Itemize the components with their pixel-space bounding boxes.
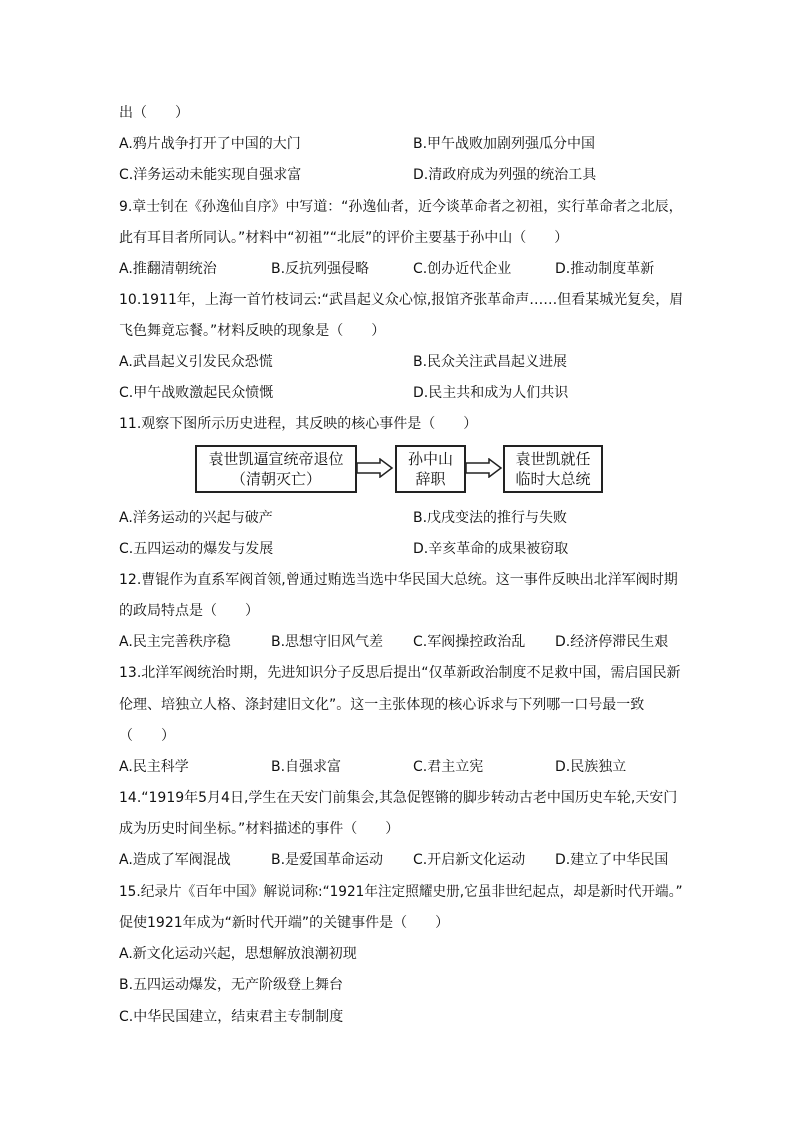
- q8-option-c: C.洋务运动未能实现自强求富: [119, 167, 302, 183]
- q8-option-d: D.清政府成为列强的统治工具: [413, 167, 597, 183]
- q9-option-c: C.创办近代企业: [413, 261, 512, 277]
- flow-step-3: [503, 445, 603, 493]
- q10-option-a: A.武昌起义引发民众恐慌: [119, 354, 273, 370]
- flow-step-3-line2: 临时大总统: [515, 470, 591, 488]
- q11-option-c: C.五四运动的爆发与发展: [119, 541, 274, 557]
- flow-step-2-line1: 孙中山: [407, 450, 453, 468]
- flow-arrow-1: [356, 458, 394, 478]
- q12-option-c: C.军阀操控政治乱: [413, 634, 526, 650]
- q14-option-c: C.开启新文化运动: [413, 852, 526, 868]
- q14-stem-line2: 成为历史时间坐标。”材料描述的事件（ ）: [119, 821, 400, 837]
- q13-option-b: B.自强求富: [271, 759, 342, 775]
- q8-option-a: A.鸦片战争打开了中国的大门: [119, 136, 301, 152]
- q10-option-c: C.甲午战败激起民众愤慨: [119, 385, 274, 401]
- q11-stem-line1: 11.观察下图所示历史进程，其反映的核心事件是（ ）: [119, 416, 478, 432]
- q13-stem-line3: （ ）: [119, 728, 175, 744]
- q12-option-a: A.民主完善秩序稳: [119, 634, 231, 650]
- flow-arrow-2: [465, 458, 503, 478]
- q12-stem-line1: 12.曹锟作为直系军阀首领,曾通过贿选当选中华民国大总统。这一事件反映出北洋军阀时期: [119, 572, 678, 588]
- q15-stem-line1: 15.纪录片《百年中国》解说词称:“1921年注定照耀史册,它虽非世纪起点，却是新时代开端。”: [119, 884, 683, 900]
- flow-step-1-line2: （清朝灭亡）: [230, 470, 321, 488]
- q13-option-a: A.民主科学: [119, 759, 189, 775]
- q9-option-a: A.推翻清朝统治: [119, 261, 217, 277]
- q11-option-d: D.辛亥革命的成果被窃取: [413, 541, 569, 557]
- q13-option-c: C.君主立宪: [413, 759, 484, 775]
- q10-stem-line2: 飞色舞竟忘餐。”材料反映的现象是（ ）: [119, 323, 386, 339]
- q9-stem-line2: 此有耳目者所同认。”材料中“初祖”“北辰”的评价主要基于孙中山（ ）: [119, 230, 569, 246]
- q11-option-b: B.戊戌变法的推行与失败: [413, 510, 568, 526]
- q12-stem-line2: 的政局特点是（ ）: [119, 603, 259, 619]
- q11-option-a: A.洋务运动的兴起与破产: [119, 510, 273, 526]
- flow-step-3-line1: 袁世凯就任: [515, 450, 591, 468]
- q10-option-d: D.民主共和成为人们共识: [413, 385, 569, 401]
- q15-option-b: B.五四运动爆发，无产阶级登上舞台: [119, 977, 344, 993]
- q15-option-c: C.中华民国建立，结束君主专制制度: [119, 1009, 344, 1025]
- q13-stem-line1: 13.北洋军阀统治时期，先进知识分子反思后提出“仅革新政治制度不足救中国，需启国民新: [119, 665, 681, 681]
- q15-stem-line2: 促使1921年成为“新时代开端”的关键事件是（ ）: [119, 915, 450, 931]
- q13-option-d: D.民族独立: [555, 759, 627, 775]
- q8-option-b: B.甲午战败加剧列强瓜分中国: [413, 136, 596, 152]
- q9-stem-line1: 9.章士钊在《孙逸仙自序》中写道：“孙逸仙者，近今谈革命者之初祖，实行革命者之北辰，: [119, 199, 683, 215]
- q14-option-d: D.建立了中华民国: [555, 852, 669, 868]
- q15-option-a: A.新文化运动兴起，思想解放浪潮初现: [119, 946, 357, 962]
- flow-step-2-line2: 辞职: [415, 470, 446, 488]
- q10-option-b: B.民众关注武昌起义进展: [413, 354, 568, 370]
- flow-step-1-line1: 袁世凯逼宣统帝退位: [208, 450, 344, 468]
- q8-stem-continuation: 出（ ）: [119, 105, 189, 121]
- q14-option-b: B.是爱国革命运动: [271, 852, 384, 868]
- q14-option-a: A.造成了军阀混战: [119, 852, 231, 868]
- q9-option-b: B.反抗列强侵略: [271, 261, 370, 277]
- q13-stem-line2: 伦理、培独立人格、涤封建旧文化”。这一主张体现的核心诉求与下列哪一口号最一致: [119, 697, 645, 713]
- q12-option-b: B.思想守旧风气差: [271, 634, 384, 650]
- flow-step-1: [195, 445, 357, 493]
- q9-option-d: D.推动制度革新: [555, 261, 655, 277]
- flow-step-2: [395, 445, 466, 493]
- q14-stem-line1: 14.“1919年5月4日,学生在天安门前集会,其急促铿锵的脚步转动古老中国历史车轮,天安门: [119, 790, 678, 806]
- q10-stem-line1: 10.1911年，上海一首竹枝词云:“武昌起义众心惊,报馆齐张革命声……但看某城光复矣，眉: [119, 292, 684, 308]
- q12-option-d: D.经济停滞民生艰: [555, 634, 669, 650]
